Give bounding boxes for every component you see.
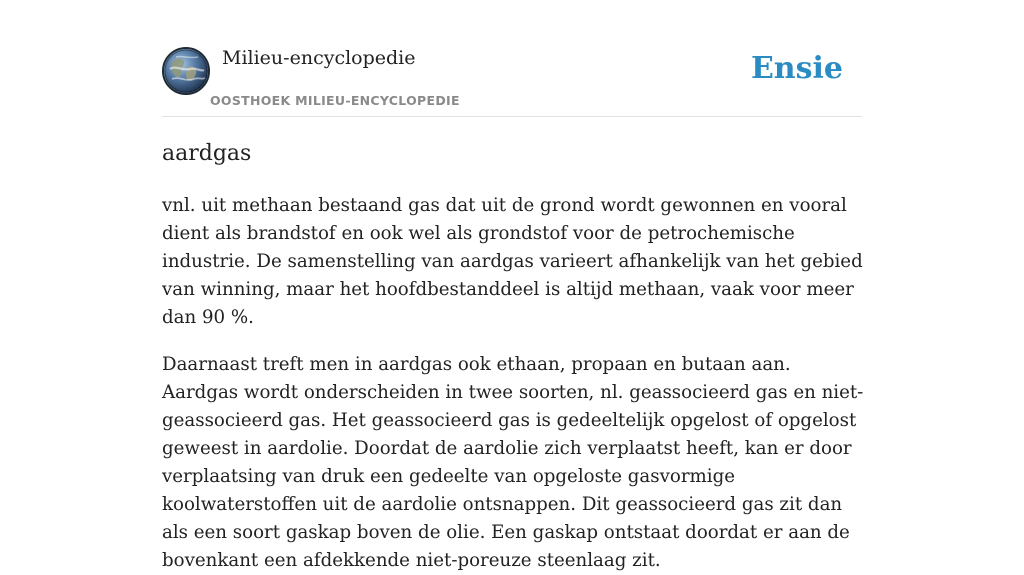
site-name[interactable]: Milieu-encyclopedie [222, 47, 416, 69]
article [162, 138, 867, 575]
article-paragraph: vnl. uit methaan bestaand gas dat uit de grond wordt gewonnen en vooral dient als brandstof en ook wel als grondstof voor de petrochemische industrie. De samenstelling van aardgas varieert afhankelijk van het gebied van winning, maar het hoofdbestanddeel is altijd methaan, vaak voor meer dan 90 %. [162, 195, 863, 328]
site-subtitle[interactable]: OOSTHOEK MILIEU-ENCYCLOPEDIE [210, 93, 460, 108]
earth-globe-icon[interactable] [162, 47, 210, 95]
entry-title: aardgas [162, 141, 252, 166]
site-header [162, 0, 862, 117]
earth-globe-image [164, 49, 208, 93]
article-paragraph: Daarnaast treft men in aardgas ook ethaan, propaan en butaan aan. Aardgas wordt onderscheiden in twee soorten, nl. geassocieerd gas en niet-geassocieerd gas. Het geassocieerd gas is gedeeltelijk opgelost of opgelost geweest in aardolie. Doordat de aardolie zich verplaatst heeft, kan er door verplaatsing van druk een gedeelte van opgeloste gasvormige koolwaterstoffen uit de aardolie ontsnappen. Dit geassocieerd gas zit dan als een soort gaskap boven de olie. Een gaskap ontstaat doordat er aan de bovenkant een afdekkende niet-poreuze steenlaag zit. [162, 354, 864, 571]
ensie-logo[interactable]: Ensie [750, 51, 843, 86]
